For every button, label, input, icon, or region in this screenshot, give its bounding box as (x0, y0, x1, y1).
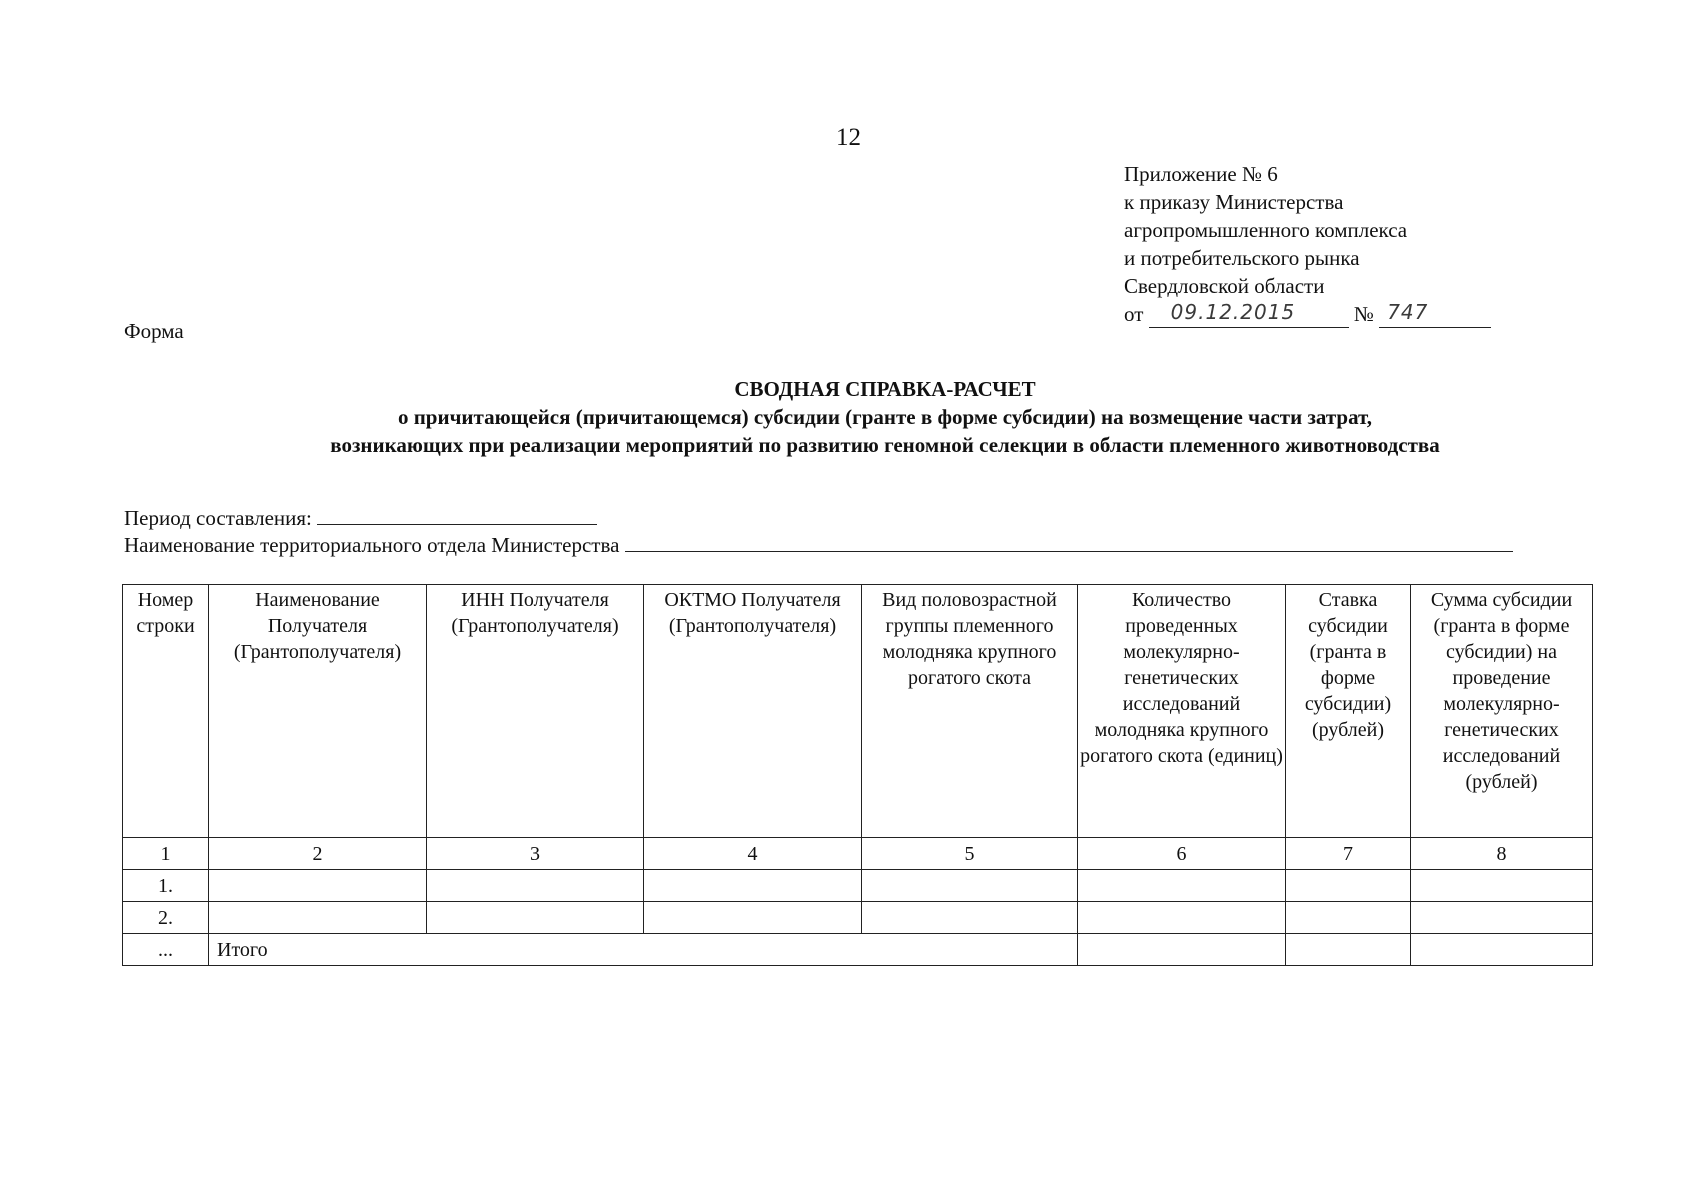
header-cell: Ставка субсидии (гранта в форме субсидии) (рублей) (1286, 585, 1411, 838)
header-row (123, 585, 1593, 838)
table-cell[interactable] (427, 870, 644, 902)
table-row (123, 902, 1593, 934)
summary-table (122, 584, 1593, 966)
table-cell[interactable] (644, 870, 862, 902)
header-cell: Вид половозрастной группы племенного молодняка крупного рогатого скота (862, 585, 1078, 838)
column-number-row (123, 838, 1593, 870)
table-cell[interactable] (427, 902, 644, 934)
document-title (170, 375, 1600, 459)
table-cell[interactable] (1286, 870, 1411, 902)
table-cell[interactable] (1411, 902, 1593, 934)
row-number: 1. (123, 870, 209, 902)
appendix-line: Свердловской области (1124, 274, 1325, 298)
handwritten-date: 09.12.2015 (1170, 300, 1296, 324)
table-row (123, 870, 1593, 902)
department-label: Наименование территориального отдела Министерства (124, 533, 620, 557)
appendix-line: агропромышленного комплекса (1124, 218, 1408, 242)
number-field (1379, 301, 1491, 328)
handwritten-number: 747 (1387, 300, 1429, 324)
row-number: ... (123, 934, 209, 966)
appendix-line: к приказу Министерства (1124, 190, 1344, 214)
title-line: о причитающейся (причитающемся) субсидии (гранте в форме субсидии) на возмещение части затрат, (397, 405, 1373, 429)
header-cell: ИНН Получателя (Грантополучателя) (427, 585, 644, 838)
appendix-line: и потребительского рынка (1124, 246, 1360, 270)
page-number: 12 (836, 124, 861, 151)
table-cell[interactable] (209, 902, 427, 934)
number-prefix: № (1353, 302, 1374, 326)
appendix-line: Приложение № 6 (1124, 162, 1278, 186)
table-cell[interactable] (862, 902, 1078, 934)
table-cell[interactable] (1411, 934, 1593, 966)
header-cell: Наименование Получателя (Грантополучателя) (209, 585, 427, 838)
column-number: 1 (123, 838, 209, 870)
period-line (124, 504, 597, 531)
form-label: Форма (124, 319, 184, 343)
table-cell[interactable] (644, 902, 862, 934)
column-number: 3 (427, 838, 644, 870)
table-cell[interactable] (1411, 870, 1593, 902)
column-number: 4 (644, 838, 862, 870)
date-field (1149, 301, 1349, 328)
period-label: Период составления: (124, 506, 312, 530)
column-number: 5 (862, 838, 1078, 870)
column-number: 2 (209, 838, 427, 870)
table-cell[interactable] (209, 870, 427, 902)
table-cell[interactable] (1078, 870, 1286, 902)
table-cell[interactable] (862, 870, 1078, 902)
title-line: возникающих при реализации мероприятий по развитию геномной селекции в области племенного животноводства (330, 433, 1440, 457)
department-line (124, 531, 1513, 558)
header-cell: Количество проведенных молекулярно-генетических исследований молодняка крупного рогатого скота (единиц) (1078, 585, 1286, 838)
table-cell[interactable] (1286, 934, 1411, 966)
column-number: 6 (1078, 838, 1286, 870)
period-field[interactable] (317, 504, 597, 525)
column-number: 8 (1411, 838, 1593, 870)
department-field[interactable] (625, 531, 1513, 552)
column-number: 7 (1286, 838, 1411, 870)
order-date-line (1124, 300, 1491, 328)
total-row (123, 934, 1593, 966)
appendix-block (1124, 160, 1491, 328)
table-cell[interactable] (1078, 902, 1286, 934)
table-cell[interactable] (1286, 902, 1411, 934)
header-cell: ОКТМО Получателя (Грантополучателя) (644, 585, 862, 838)
title-main: СВОДНАЯ СПРАВКА-РАСЧЕТ (734, 377, 1036, 401)
header-cell: Номер строки (123, 585, 209, 838)
header-cell: Сумма субсидии (гранта в форме субсидии) на проведение молекулярно-генетических исследований (рублей) (1411, 585, 1593, 838)
total-label: Итого (209, 934, 1078, 966)
row-number: 2. (123, 902, 209, 934)
table-cell[interactable] (1078, 934, 1286, 966)
date-prefix: от (1124, 302, 1144, 326)
